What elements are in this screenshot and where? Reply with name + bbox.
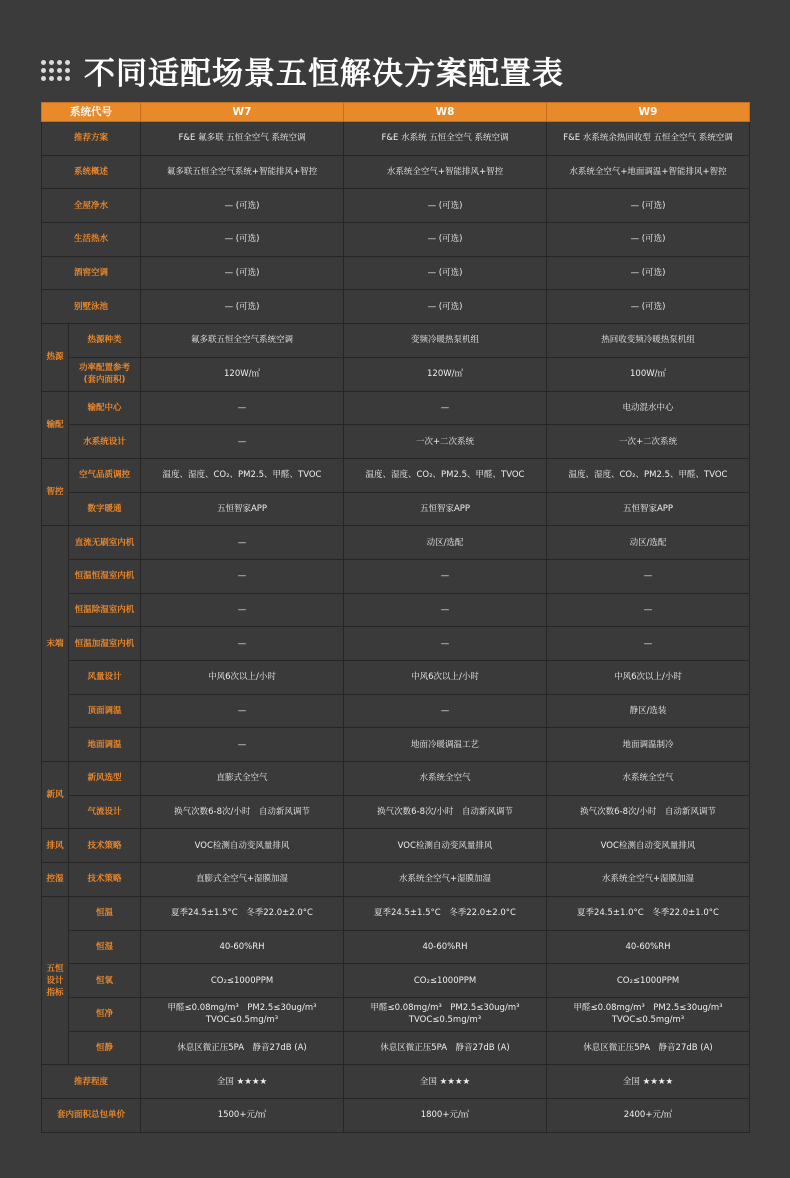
table-row [42,223,750,257]
value-cell-w7: 全国 ★★★★ [141,1065,344,1099]
value-cell-w9: VOC检测自动变风量排风 [547,829,750,863]
value-cell-w7: 换气次数6-8次/小时 自动新风调节 [141,795,344,829]
row-label: 水系统设计 [69,425,141,459]
row-label: 恒净 [69,997,141,1031]
row-label: 生活热水 [42,223,141,257]
table-row [42,256,750,290]
value-cell-w9: — [547,627,750,661]
table-row [42,189,750,223]
value-cell-w7: — [141,391,344,425]
table-row [42,155,750,189]
value-cell-w7: — [141,627,344,661]
value-cell-w8: — [344,593,547,627]
value-cell-w9: — (可选) [547,290,750,324]
row-label: 恒温 [69,896,141,930]
row-label: 空气品质调控 [69,458,141,492]
value-cell-w8: 休息区微正压5PA 静音27dB (A) [344,1031,547,1065]
value-cell-w8: 五恒智家APP [344,492,547,526]
table-row [42,930,750,964]
value-cell-w8: 甲醛≤0.08mg/m³ PM2.5≤30ug/m³ TVOC≤0.5mg/m³ [344,997,547,1031]
group-label: 排风 [42,829,69,863]
table-row [42,694,750,728]
row-label: 恒静 [69,1031,141,1065]
value-cell-w9: 水系统全空气 [547,762,750,796]
table-row [42,896,750,930]
value-cell-w7: 夏季24.5±1.5°C 冬季22.0±2.0°C [141,896,344,930]
value-cell-w8: — (可选) [344,223,547,257]
row-label: 直流无刷室内机 [69,526,141,560]
value-cell-w9: 100W/㎡ [547,357,750,391]
value-cell-w9: — (可选) [547,256,750,290]
table-row [42,391,750,425]
value-cell-w9: — [547,559,750,593]
row-label: 顶面调温 [69,694,141,728]
value-cell-w8: 地面冷暖调温工艺 [344,728,547,762]
value-cell-w9: 夏季24.5±1.0°C 冬季22.0±1.0°C [547,896,750,930]
table-row [42,728,750,762]
group-label: 控湿 [42,863,69,897]
value-cell-w9: F&E 水系统余热回收型 五恒全空气 系统空调 [547,122,750,156]
header-system-w8: W8 [344,103,547,122]
value-cell-w7: — [141,559,344,593]
group-label: 热源 [42,324,69,391]
value-cell-w7: — (可选) [141,256,344,290]
table-row [42,425,750,459]
value-cell-w7: 120W/㎡ [141,357,344,391]
value-cell-w8: — (可选) [344,256,547,290]
value-cell-w8: 动区/选配 [344,526,547,560]
value-cell-w8: F&E 水系统 五恒全空气 系统空调 [344,122,547,156]
table-row [42,627,750,661]
value-cell-w9: 水系统全空气+地面调温+智能排风+智控 [547,155,750,189]
header-system-w7: W7 [141,103,344,122]
value-cell-w9: 水系统全空气+湿膜加湿 [547,863,750,897]
table-row [42,1031,750,1065]
value-cell-w9: 五恒智家APP [547,492,750,526]
value-cell-w9: 甲醛≤0.08mg/m³ PM2.5≤30ug/m³ TVOC≤0.5mg/m³ [547,997,750,1031]
value-cell-w8: 水系统全空气 [344,762,547,796]
table-row [42,122,750,156]
value-cell-w8: 1800+元/㎡ [344,1098,547,1132]
value-cell-w7: — (可选) [141,189,344,223]
row-label: 功率配置参考 (套内面积) [69,357,141,391]
value-cell-w9: 换气次数6-8次/小时 自动新风调节 [547,795,750,829]
value-cell-w9: 40-60%RH [547,930,750,964]
value-cell-w9: 电动混水中心 [547,391,750,425]
value-cell-w9: 全国 ★★★★ [547,1065,750,1099]
value-cell-w7: 40-60%RH [141,930,344,964]
value-cell-w8: 夏季24.5±1.5°C 冬季22.0±2.0°C [344,896,547,930]
table-row [42,559,750,593]
table-row [42,661,750,695]
row-label: 数字暖通 [69,492,141,526]
value-cell-w7: 直膨式全空气 [141,762,344,796]
row-label: 恒氧 [69,964,141,998]
row-label: 推荐方案 [42,122,141,156]
value-cell-w7: CO₂≤1000PPM [141,964,344,998]
table-row [42,863,750,897]
value-cell-w7: 五恒智家APP [141,492,344,526]
table-body [42,122,750,1133]
table-row [42,997,750,1031]
value-cell-w8: — [344,627,547,661]
group-label: 智控 [42,458,69,525]
value-cell-w7: — [141,694,344,728]
table-row [42,1065,750,1099]
value-cell-w8: 全国 ★★★★ [344,1065,547,1099]
row-label: 恒湿 [69,930,141,964]
value-cell-w8: — (可选) [344,290,547,324]
row-label: 酒窖空调 [42,256,141,290]
value-cell-w7: 1500+元/㎡ [141,1098,344,1132]
value-cell-w7: 甲醛≤0.08mg/m³ PM2.5≤30ug/m³ TVOC≤0.5mg/m³ [141,997,344,1031]
row-label: 全屋净水 [42,189,141,223]
value-cell-w9: CO₂≤1000PPM [547,964,750,998]
row-label: 输配中心 [69,391,141,425]
value-cell-w8: VOC检测自动变风量排风 [344,829,547,863]
table-row [42,795,750,829]
value-cell-w9: 温度、湿度、CO₂、PM2.5、甲醛、TVOC [547,458,750,492]
value-cell-w7: 氟多联五恒全空气系统+智能排风+智控 [141,155,344,189]
table-row [42,324,750,358]
row-label: 别墅泳池 [42,290,141,324]
table-row [42,964,750,998]
row-label: 恒温加湿室内机 [69,627,141,661]
value-cell-w7: — [141,526,344,560]
value-cell-w7: 直膨式全空气+湿膜加湿 [141,863,344,897]
group-label: 输配 [42,391,69,458]
row-label: 风量设计 [69,661,141,695]
value-cell-w9: 中风6次以上/小时 [547,661,750,695]
value-cell-w7: — [141,728,344,762]
value-cell-w8: 一次+二次系统 [344,425,547,459]
table-row [42,492,750,526]
value-cell-w8: 变频冷暖热泵机组 [344,324,547,358]
value-cell-w8: 120W/㎡ [344,357,547,391]
row-label: 套内面积总包单价 [42,1098,141,1132]
value-cell-w7: 中风6次以上/小时 [141,661,344,695]
value-cell-w9: 休息区微正压5PA 静音27dB (A) [547,1031,750,1065]
value-cell-w8: — [344,391,547,425]
value-cell-w8: — (可选) [344,189,547,223]
row-label: 系统概述 [42,155,141,189]
value-cell-w8: 温度、湿度、CO₂、PM2.5、甲醛、TVOC [344,458,547,492]
group-label: 五恒 设计 指标 [42,896,69,1064]
value-cell-w8: — [344,694,547,728]
title-bar [41,44,564,96]
grid-dots-icon [41,60,70,81]
page-title: 不同适配场景五恒解决方案配置表 [84,55,564,92]
row-label: 热源种类 [69,324,141,358]
value-cell-w9: — (可选) [547,223,750,257]
value-cell-w7: 温度、湿度、CO₂、PM2.5、甲醛、TVOC [141,458,344,492]
value-cell-w7: — [141,593,344,627]
value-cell-w8: CO₂≤1000PPM [344,964,547,998]
value-cell-w7: F&E 氟多联 五恒全空气 系统空调 [141,122,344,156]
table-row [42,458,750,492]
value-cell-w7: — [141,425,344,459]
table-header [42,103,750,122]
value-cell-w9: 动区/选配 [547,526,750,560]
value-cell-w7: 氟多联五恒全空气系统空调 [141,324,344,358]
table-row [42,1098,750,1132]
table-row [42,829,750,863]
table-row [42,526,750,560]
value-cell-w9: 热回收变频冷暖热泵机组 [547,324,750,358]
table-row [42,357,750,391]
header-system-w9: W9 [547,103,750,122]
row-label: 地面调温 [69,728,141,762]
value-cell-w7: — (可选) [141,223,344,257]
value-cell-w8: 中风6次以上/小时 [344,661,547,695]
group-label: 新风 [42,762,69,829]
value-cell-w9: 一次+二次系统 [547,425,750,459]
row-label: 推荐程度 [42,1065,141,1099]
value-cell-w9: — [547,593,750,627]
table-row [42,290,750,324]
value-cell-w7: — (可选) [141,290,344,324]
row-label: 气流设计 [69,795,141,829]
row-label: 恒温除湿室内机 [69,593,141,627]
row-label: 技术策略 [69,829,141,863]
config-table [41,102,750,1133]
value-cell-w9: 地面调温制冷 [547,728,750,762]
value-cell-w7: VOC检测自动变风量排风 [141,829,344,863]
value-cell-w8: 40-60%RH [344,930,547,964]
row-label: 恒温恒湿室内机 [69,559,141,593]
table-row [42,593,750,627]
value-cell-w9: 静区/选装 [547,694,750,728]
value-cell-w8: 水系统全空气+湿膜加湿 [344,863,547,897]
value-cell-w7: 休息区微正压5PA 静音27dB (A) [141,1031,344,1065]
value-cell-w8: 水系统全空气+智能排风+智控 [344,155,547,189]
row-label: 新风选型 [69,762,141,796]
group-label: 末端 [42,526,69,762]
value-cell-w9: — (可选) [547,189,750,223]
value-cell-w8: — [344,559,547,593]
value-cell-w9: 2400+元/㎡ [547,1098,750,1132]
header-system-code: 系统代号 [42,103,141,122]
table-row [42,762,750,796]
value-cell-w8: 换气次数6-8次/小时 自动新风调节 [344,795,547,829]
row-label: 技术策略 [69,863,141,897]
